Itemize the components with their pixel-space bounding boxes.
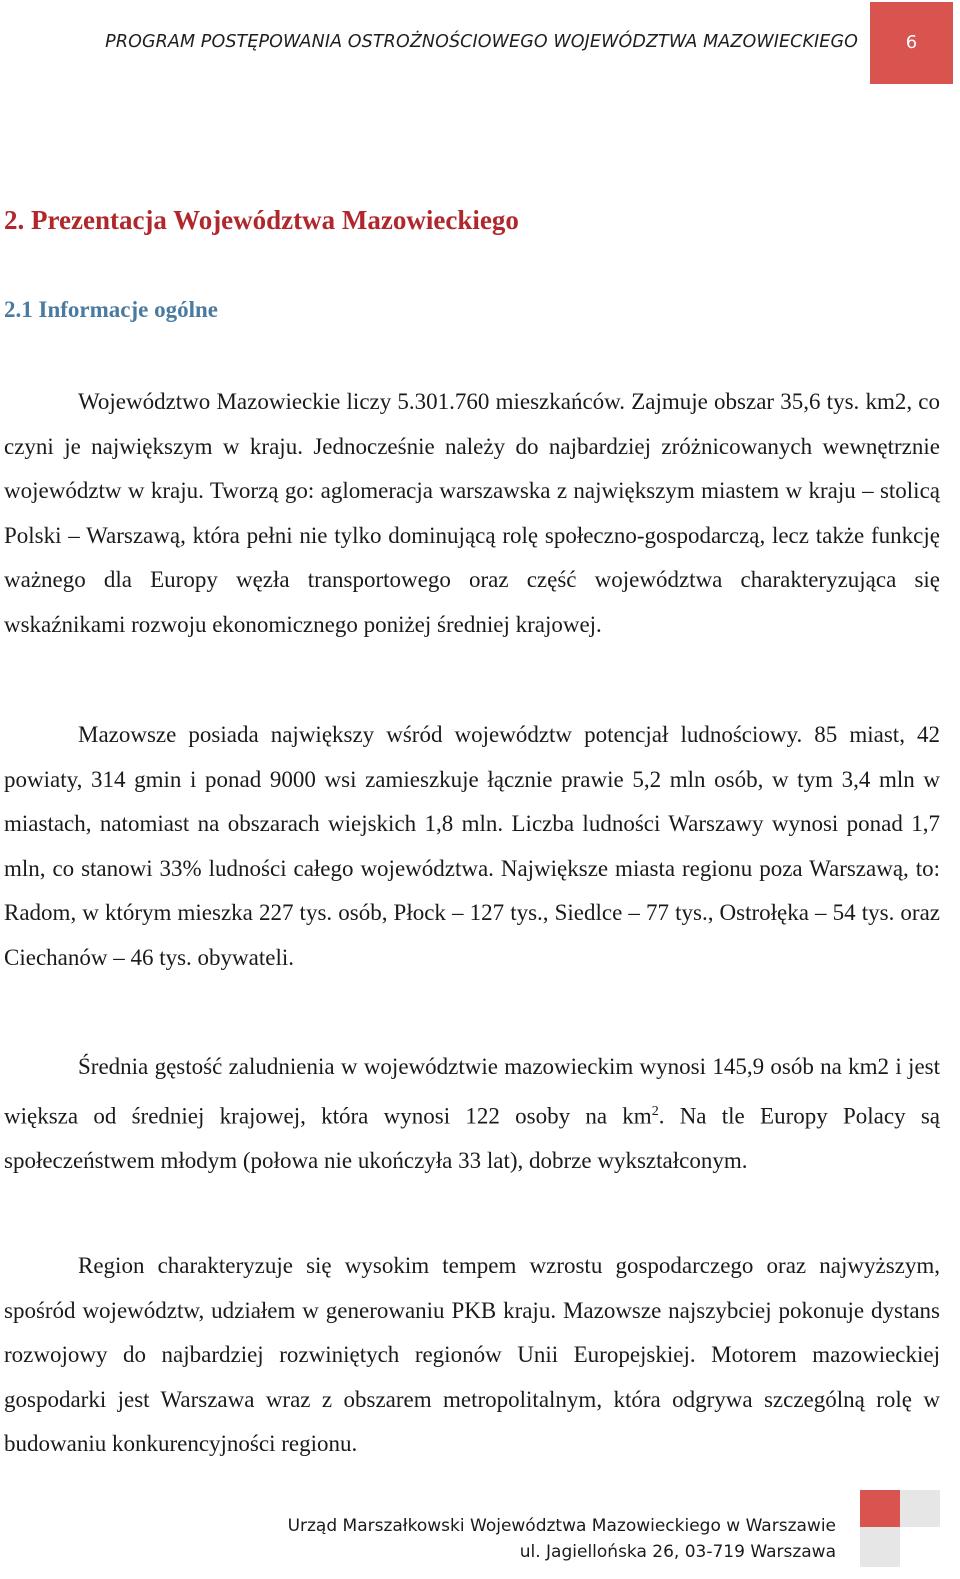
subsection-heading: 2.1 Informacje ogólne bbox=[4, 297, 218, 322]
density-text-part2: . Na tle Europy Polacy są społeczeństwem młodym (połowa nie ukończyła 33 lat), dobrze wykształconym. bbox=[4, 1103, 940, 1173]
footer-office-name: Urząd Marszałkowski Województwa Mazowieckiego w Warszawie bbox=[287, 1516, 836, 1536]
footer-decor-block-gray bbox=[900, 1490, 940, 1527]
page-number: 6 bbox=[905, 32, 918, 53]
paragraph-population-density bbox=[4, 1045, 940, 1183]
paragraph-economy: Region charakteryzuje się wysokim tempem wzrostu gospodarczego oraz najwyższym, spośród województw, udziałem w generowaniu PKB kraju. Mazowsze najszybciej pokonuje dystans rozwojowy do najbardziej rozwiniętych regionów Unii Europejskiej. Motorem mazowieckiej gospodarki jest Warszawa wraz z obszarem metropolitalnym, która odgrywa szczególną rolę w budowaniu konkurencyjności regionu. bbox=[4, 1253, 940, 1457]
page-footer bbox=[288, 1513, 836, 1565]
paragraph-population-overview: Województwo Mazowieckie liczy 5.301.760 mieszkańców. Zajmuje obszar 35,6 tys. km2, co czyni je największym w kraju. Jednocześnie należy do najbardziej zróżnicowanych wewnętrznie województw w kraju. Tworzą go: aglomeracja warszawska z największym miastem w kraju – stolicą Polski – Warszawą, która pełni nie tylko dominującą rolę społeczno-gospodarczą, lecz także funkcję ważnego dla Europy węzła transportowego oraz część województwa charakteryzująca się wskaźnikami rozwoju ekonomicznego poniżej średniej krajowej. bbox=[4, 389, 940, 637]
paragraph-demographics: Mazowsze posiada największy wśród województw potencjał ludnościowy. 85 miast, 42 powiaty, 314 gmin i ponad 9000 wsi zamieszkuje łącznie prawie 5,2 mln osób, w tym 3,4 mln w miastach, natomiast na obszarach wiejskich 1,8 mln. Liczba ludności Warszawy wynosi ponad 1,7 mln, co stanowi 33% ludności całego województwa. Największe miasta regionu poza Warszawą, to: Radom, w którym mieszka 227 tys. osób, Płock – 127 tys., Siedlce – 77 tys., Ostrołęka – 54 tys. oraz Ciechanów – 46 tys. obywateli. bbox=[4, 722, 940, 970]
footer-address: ul. Jagiellońska 26, 03-719 Warszawa bbox=[519, 1542, 836, 1562]
density-text-part1: Średnia gęstość zaludnienia w województwie mazowieckim wynosi 145,9 osób na km2 i jest większa od średniej krajowej, która wynosi 122 osoby na km bbox=[4, 1054, 940, 1129]
page-number-badge bbox=[870, 2, 953, 84]
document-title: PROGRAM POSTĘPOWANIA OSTROŻNOŚCIOWEGO WOJEWÓDZTWA MAZOWIECKIEGO bbox=[105, 32, 858, 52]
footer-decor-block-red bbox=[860, 1490, 900, 1527]
section-heading: 2. Prezentacja Województwa Mazowieckiego bbox=[4, 205, 519, 235]
page-header bbox=[0, 0, 960, 86]
footer-decor-block-gray bbox=[860, 1527, 900, 1567]
superscript-two: 2 bbox=[651, 1103, 659, 1119]
